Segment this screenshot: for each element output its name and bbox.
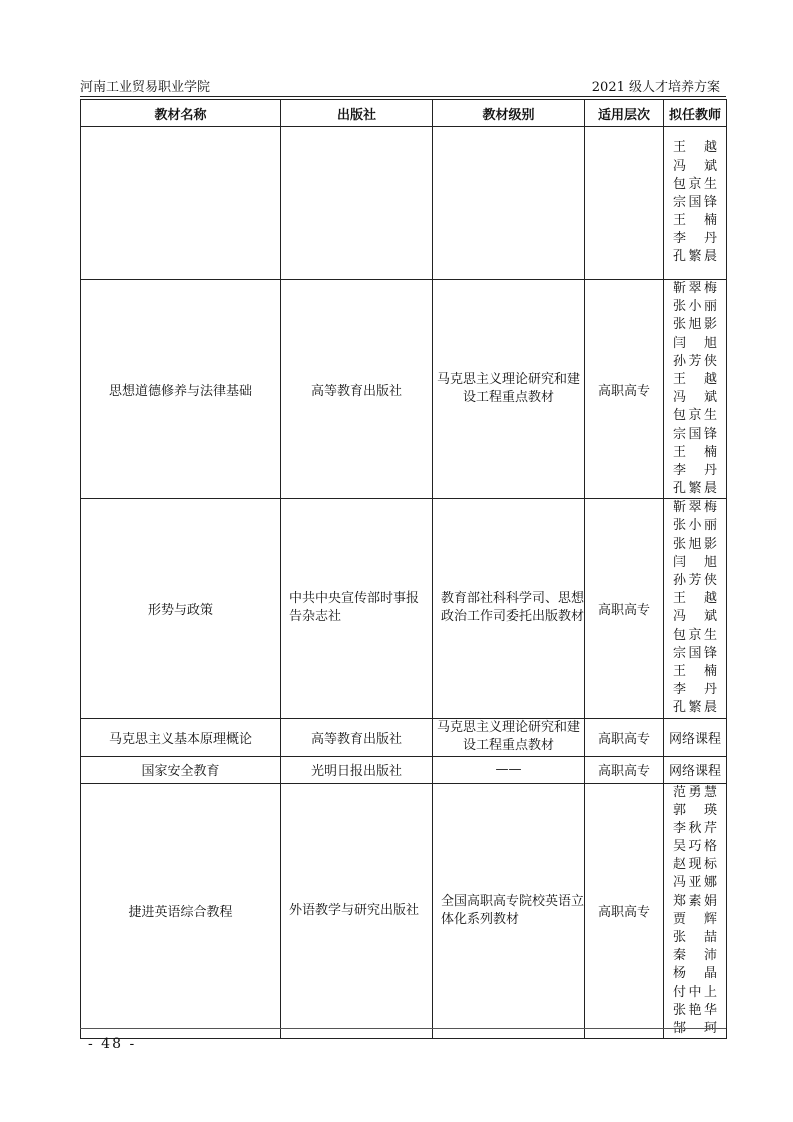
cell-level: 马克思主义理论研究和建设工程重点教材 bbox=[433, 718, 585, 756]
teacher-name: 郜 珂 bbox=[673, 1020, 717, 1036]
teacher-name: 包京生 bbox=[673, 176, 717, 192]
cell-scope: 高职高专 bbox=[585, 499, 664, 718]
teacher-name: 张小丽 bbox=[673, 518, 717, 534]
cell-textbook-name: 思想道德修养与法律基础 bbox=[81, 280, 281, 499]
col-header-teachers: 拟任教师 bbox=[664, 100, 727, 127]
teacher-name: 冯亚娜 bbox=[673, 875, 717, 891]
teacher-list bbox=[664, 139, 726, 266]
teacher-name: 付中上 bbox=[673, 984, 717, 1000]
teacher-name: 孙芳侠 bbox=[673, 353, 717, 369]
teacher-name: 包京生 bbox=[673, 627, 717, 643]
cell-teachers bbox=[664, 783, 727, 1039]
footer-rule bbox=[80, 1028, 726, 1029]
table-row bbox=[81, 499, 727, 718]
teacher-name: 闫 旭 bbox=[673, 554, 717, 570]
header-institution: 河南工业贸易职业学院 bbox=[80, 80, 211, 95]
textbook-table bbox=[80, 99, 727, 1039]
teacher-name: 郑素娟 bbox=[673, 893, 717, 909]
teacher-name: 张艳华 bbox=[673, 1002, 717, 1018]
teacher-name: 冯 斌 bbox=[673, 390, 717, 406]
teacher-name: 孙芳侠 bbox=[673, 573, 717, 588]
teacher-name: 冯 斌 bbox=[673, 609, 717, 625]
col-header-textbook-level: 教材级别 bbox=[433, 100, 585, 127]
teacher-name: 张 喆 bbox=[673, 930, 717, 945]
teacher-name: 李 丹 bbox=[673, 462, 717, 478]
teacher-name: 张旭影 bbox=[673, 317, 717, 333]
header-plan-title: 2021 级人才培养方案 bbox=[591, 80, 720, 95]
teacher-name: 李 丹 bbox=[673, 231, 717, 247]
teacher-list bbox=[664, 280, 726, 498]
table-row bbox=[81, 127, 727, 280]
teacher-name: 贾 辉 bbox=[673, 911, 717, 927]
teacher-name: 王 楠 bbox=[673, 663, 717, 679]
cell-publisher: 光明日报出版社 bbox=[281, 756, 433, 783]
table-row bbox=[81, 280, 727, 499]
table-row bbox=[81, 756, 727, 783]
teacher-name: 秦 沛 bbox=[673, 948, 717, 964]
teacher-name: 范勇慧 bbox=[673, 784, 717, 800]
cell-teachers: 网络课程 bbox=[664, 718, 727, 756]
cell-textbook-name: 捷进英语综合教程 bbox=[81, 783, 281, 1039]
cell-scope: 高职高专 bbox=[585, 756, 664, 783]
teacher-name: 杨 晶 bbox=[673, 966, 717, 982]
cell-level bbox=[433, 127, 585, 280]
teacher-name: 吴巧格 bbox=[673, 839, 717, 855]
table-row bbox=[81, 718, 727, 756]
cell-publisher: 外语教学与研究出版社 bbox=[281, 783, 433, 1039]
table-header-row bbox=[81, 100, 727, 127]
teacher-name: 宗国锋 bbox=[673, 194, 717, 210]
teacher-name: 包京生 bbox=[673, 408, 717, 424]
cell-teachers bbox=[664, 499, 727, 718]
table-row bbox=[81, 783, 727, 1039]
teacher-name: 孔繁晨 bbox=[673, 700, 717, 716]
teacher-name: 王 越 bbox=[673, 371, 717, 387]
teacher-name: 孔繁晨 bbox=[673, 481, 717, 497]
cell-publisher: 中共中央宣传部时事报告杂志社 bbox=[281, 499, 433, 718]
teacher-name: 李 丹 bbox=[673, 682, 717, 698]
teacher-name: 冯 斌 bbox=[673, 158, 717, 174]
teacher-name: 王 越 bbox=[673, 591, 717, 607]
cell-publisher: 高等教育出版社 bbox=[281, 280, 433, 499]
teacher-name: 靳翠梅 bbox=[673, 281, 717, 296]
teacher-name: 李秋芹 bbox=[673, 820, 717, 836]
cell-scope: 高职高专 bbox=[585, 783, 664, 1039]
cell-textbook-name: 马克思主义基本原理概论 bbox=[81, 718, 281, 756]
teacher-list bbox=[664, 784, 726, 1039]
teacher-name: 张旭影 bbox=[673, 536, 717, 552]
teacher-name: 宗国锋 bbox=[673, 645, 717, 661]
cell-level: 全国高职高专院校英语立体化系列教材 bbox=[433, 783, 585, 1039]
cell-scope: 高职高专 bbox=[585, 718, 664, 756]
cell-teachers bbox=[664, 280, 727, 499]
col-header-applicable-level: 适用层次 bbox=[585, 100, 664, 127]
teacher-name: 张小丽 bbox=[673, 299, 717, 315]
cell-textbook-name: 形势与政策 bbox=[81, 499, 281, 718]
teacher-name: 王 越 bbox=[673, 140, 717, 156]
teacher-name: 王 楠 bbox=[673, 213, 717, 229]
cell-textbook-name: 国家安全教育 bbox=[81, 756, 281, 783]
teacher-name: 宗国锋 bbox=[673, 426, 717, 442]
page-header bbox=[80, 76, 720, 96]
cell-textbook-name bbox=[81, 127, 281, 280]
cell-publisher bbox=[281, 127, 433, 280]
cell-teachers bbox=[664, 127, 727, 280]
cell-scope bbox=[585, 127, 664, 280]
teacher-name: 王 楠 bbox=[673, 444, 717, 460]
teacher-name: 赵现标 bbox=[673, 857, 717, 873]
teacher-name: 孔繁晨 bbox=[673, 249, 717, 265]
teacher-name: 闫 旭 bbox=[673, 335, 717, 351]
cell-level: 马克思主义理论研究和建设工程重点教材 bbox=[433, 280, 585, 499]
cell-scope: 高职高专 bbox=[585, 280, 664, 499]
cell-level: 教育部社科科学司、思想政治工作司委托出版教材 bbox=[433, 499, 585, 718]
cell-teachers: 网络课程 bbox=[664, 756, 727, 783]
col-header-textbook-name: 教材名称 bbox=[81, 100, 281, 127]
header-rule bbox=[80, 96, 726, 97]
cell-level: —— bbox=[433, 756, 585, 783]
teacher-name: 靳翠梅 bbox=[673, 500, 717, 516]
page-number: - 48 - bbox=[88, 1036, 137, 1052]
teacher-name: 郭 瑛 bbox=[673, 802, 717, 818]
col-header-publisher: 出版社 bbox=[281, 100, 433, 127]
cell-publisher: 高等教育出版社 bbox=[281, 718, 433, 756]
teacher-list bbox=[664, 499, 726, 717]
